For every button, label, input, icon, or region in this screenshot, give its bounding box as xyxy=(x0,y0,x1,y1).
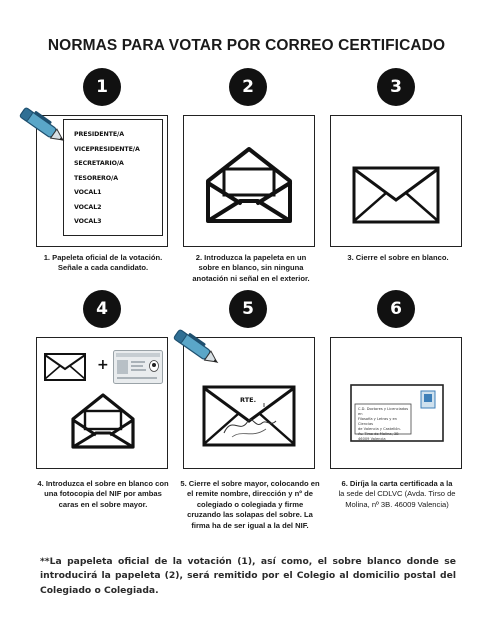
step-2-caption: 2. Introduzca la papeleta en un sobre en blanco, sin ninguna anotación ni señal en el exterior. xyxy=(192,253,310,283)
signed-envelope-icon xyxy=(202,385,296,447)
recipient-address xyxy=(358,407,412,442)
address-line: de Valencia y Castellón. xyxy=(358,427,401,431)
step-badge-6: 6 xyxy=(377,290,415,328)
address-line: C.D. Doctores y Licenciados en xyxy=(358,407,409,416)
step-badge-2: 2 xyxy=(229,68,267,106)
step-badge-4: 4 xyxy=(83,290,121,328)
ballot-sheet xyxy=(63,119,163,236)
step-badge-3: 3 xyxy=(377,68,415,106)
step-6-caption xyxy=(332,479,462,510)
ballot-item: VICEPRESIDENTE/A xyxy=(74,145,140,153)
ballot-item: VOCAL3 xyxy=(74,218,102,225)
step-3-caption: 3. Cierre el sobre en blanco. xyxy=(347,253,449,262)
sender-label: RTE. xyxy=(240,396,257,404)
closed-envelope-icon xyxy=(352,166,440,224)
step-badge-1: 1 xyxy=(83,68,121,106)
ballot-item: TESORERO/A xyxy=(74,174,119,182)
ballot-item: SECRETARIO/A xyxy=(74,160,124,167)
step-1-caption: 1. Papeleta oficial de la votación. Señale a cada candidato. xyxy=(43,253,163,273)
address-line: Filosofía y Letras y en Ciencias xyxy=(358,417,397,426)
ballot-item: PRESIDENTE/A xyxy=(74,131,125,138)
plus-sign: + xyxy=(97,357,109,373)
ballot-item: VOCAL1 xyxy=(74,189,102,196)
address-line: Av. Tirso de Molina, 3B xyxy=(358,432,399,436)
step-6-caption-address: la sede del CDLVC (Avda. Tirso de Molina, nº 3B. 46009 Valencia) xyxy=(338,489,456,509)
pen-icon xyxy=(14,103,70,149)
step-5-caption: 5. Cierre el sobre mayor, colocando en el remite nombre, dirección y nº de colegiado o colegiada y firme cruzando las solapas del sobre. La firma ha de ser igual a la del NIF. xyxy=(180,479,320,530)
small-envelope-icon xyxy=(44,353,86,381)
step-4-caption: 4. Introduzca el sobre en blanco con una fotocopia del NIF por ambas caras en el sobre mayor. xyxy=(37,479,169,509)
ballot-item: VOCAL2 xyxy=(74,203,102,211)
open-envelope-icon xyxy=(70,391,136,449)
footnote: **La papeleta oficial de la votación (1), así como, el sobre blanco donde se introducirá la papeleta (2), será remitido por el Colegio al domicilio postal del Colegiado o Colegiada. xyxy=(40,556,456,596)
step-badge-5: 5 xyxy=(229,290,267,328)
id-card-photocopy-icon xyxy=(113,350,163,384)
pen-icon xyxy=(168,325,224,371)
step-6-caption-bold: 6. Diríja la carta certificada a la xyxy=(341,479,453,488)
open-envelope-icon xyxy=(204,143,294,223)
address-line: 46009 Valencia xyxy=(358,437,386,441)
page-title: NORMAS PARA VOTAR POR CORREO CERTIFICADO xyxy=(47,37,446,54)
